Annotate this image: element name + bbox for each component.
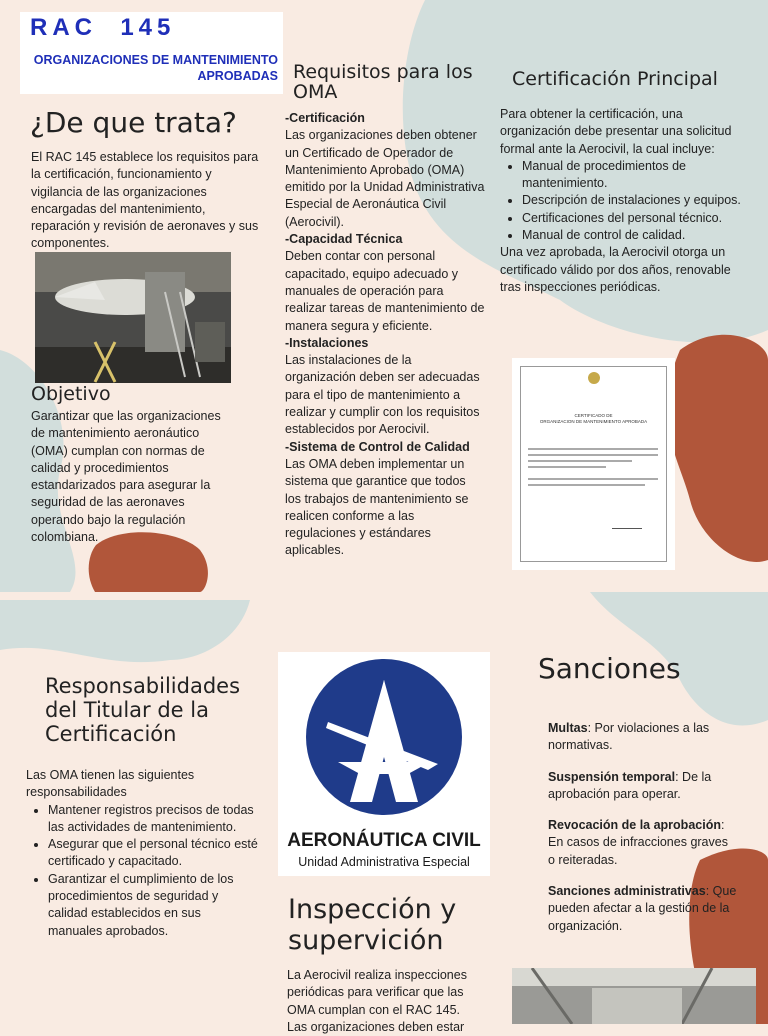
list-item: • Manual de procedimientos de mantenimiento. xyxy=(522,158,748,193)
logo-sub: Unidad Administrativa Especial xyxy=(298,855,470,869)
list-item: • Garantizar el cumplimiento de los procedimientos de seguridad y calidad establecidos en sus manuales aprobados. xyxy=(48,871,258,940)
objetivo-body: Garantizar que las organizaciones de mantenimiento aeronáutico (OMA) cumplan con normas de calidad y procedimientos estandarizados para asegurar la seguridad de las aeronaves operando bajo la regulación colombiana. xyxy=(31,409,221,545)
sancion-suspension: Suspensión temporal: De la aprobación para operar. xyxy=(548,769,712,801)
certificacion-outro: Una vez aprobada, la Aerocivil otorga un certificado válido por dos años, renovable tras inspecciones periódicas. xyxy=(500,245,731,294)
certificate-title: CERTIFICADO DE ORGANIZACION DE MANTENIMIENTO APROBADA xyxy=(539,413,648,424)
responsabilidades-heading: Responsabilidades del Titular de la Certificación xyxy=(45,674,241,746)
req-inst-title: -Instalaciones xyxy=(285,335,369,350)
responsabilidades-block xyxy=(26,767,258,940)
certificacion-intro: Para obtener la certificación, una organización debe presentar una solicitud formal ante la Aerocivil, la cual incluye: xyxy=(500,107,732,156)
requisitos-heading: Requisitos para los OMA xyxy=(293,61,473,103)
aerocivil-logo xyxy=(278,652,490,876)
que-trata-body: El RAC 145 establece los requisitos para la certificación, funcionamiento y vigilancia de las organizaciones encargadas del mantenimiento, reparación y revisión de aeronaves y sus componentes. xyxy=(31,150,259,251)
inspeccion-body: La Aerocivil realiza inspecciones periódicas para verificar que las OMA cumplan con el RAC 145. Las organizaciones deben estar xyxy=(287,968,467,1034)
req-cert-body: Las organizaciones deben obtener un Certificado de Operador de Mantenimiento Aprobado (OMA) emitido por la Unidad Administrativa Especial de Aeronáutica Civil (Aerocivil). xyxy=(285,128,485,229)
list-item: • Mantener registros precisos de todas las actividades de mantenimiento. xyxy=(48,802,258,837)
certificate-document xyxy=(512,358,675,570)
rust-blob-right xyxy=(667,335,768,562)
page-subtitle: ORGANIZACIONES DE MANTENIMIENTO APROBADAS xyxy=(33,53,278,83)
que-trata-heading: ¿De que trata? xyxy=(30,106,237,139)
list-item: • Certificaciones del personal técnico. xyxy=(522,210,748,227)
aerocivil-emblem-icon xyxy=(278,652,490,817)
sancion-revocacion: Revocación de la aprobación: En casos de infracciones graves o reiteradas. xyxy=(548,818,728,867)
page-title: RAC 145 xyxy=(30,14,176,41)
responsabilidades-items xyxy=(26,802,258,940)
req-cap-title: -Capacidad Técnica xyxy=(285,232,403,247)
logo-name: AERONÁUTICA CIVIL xyxy=(287,830,481,851)
certificate-text-lines xyxy=(528,448,658,490)
responsabilidades-intro: Las OMA tienen las siguientes responsabilidades xyxy=(26,768,195,800)
signature-icon xyxy=(612,518,642,529)
certificacion-items xyxy=(500,158,748,244)
inspeccion-heading: Inspección y supervición xyxy=(288,894,457,956)
certificacion-heading: Certificación Principal xyxy=(512,68,718,90)
coat-of-arms-icon xyxy=(588,372,600,384)
sanciones-list xyxy=(548,720,738,935)
certificacion-block xyxy=(500,106,748,296)
sancion-administrativas: Sanciones administrativas: Que pueden afectar a la gestión de la organización. xyxy=(548,884,737,933)
req-calidad-title: -Sistema de Control de Calidad xyxy=(285,439,470,454)
req-cert-title: -Certificación xyxy=(285,111,365,125)
requisitos-list xyxy=(285,110,485,560)
list-item: • Manual de control de calidad. xyxy=(522,227,748,244)
list-item: • Descripción de instalaciones y equipos. xyxy=(522,192,748,209)
list-item: • Asegurar que el personal técnico esté certificado y capacitado. xyxy=(48,836,258,871)
objetivo-heading: Objetivo xyxy=(31,383,111,405)
teal-blob-bottom-left xyxy=(0,600,250,662)
sancion-multas: Multas: Por violaciones a las normativas. xyxy=(548,721,710,753)
hangar-photo-bottom xyxy=(512,968,756,1024)
req-calidad-body: Las OMA deben implementar un sistema que garantice que todos los trabajos de mantenimiento se realicen conforme a las regulaciones y estándares aplicables. xyxy=(285,456,469,558)
sanciones-heading: Sanciones xyxy=(538,652,681,685)
req-cap-body: Deben contar con personal capacitado, equipo adecuado y manuales de operación para realizar tareas de mantenimiento de manera segura y eficiente. xyxy=(285,249,485,333)
hangar-photo xyxy=(35,252,231,383)
req-inst-body: Las instalaciones de la organización deben ser adecuadas para el tipo de mantenimiento a realizar y cumplir con los requisitos establecidos por Aerocivil. xyxy=(285,353,480,437)
